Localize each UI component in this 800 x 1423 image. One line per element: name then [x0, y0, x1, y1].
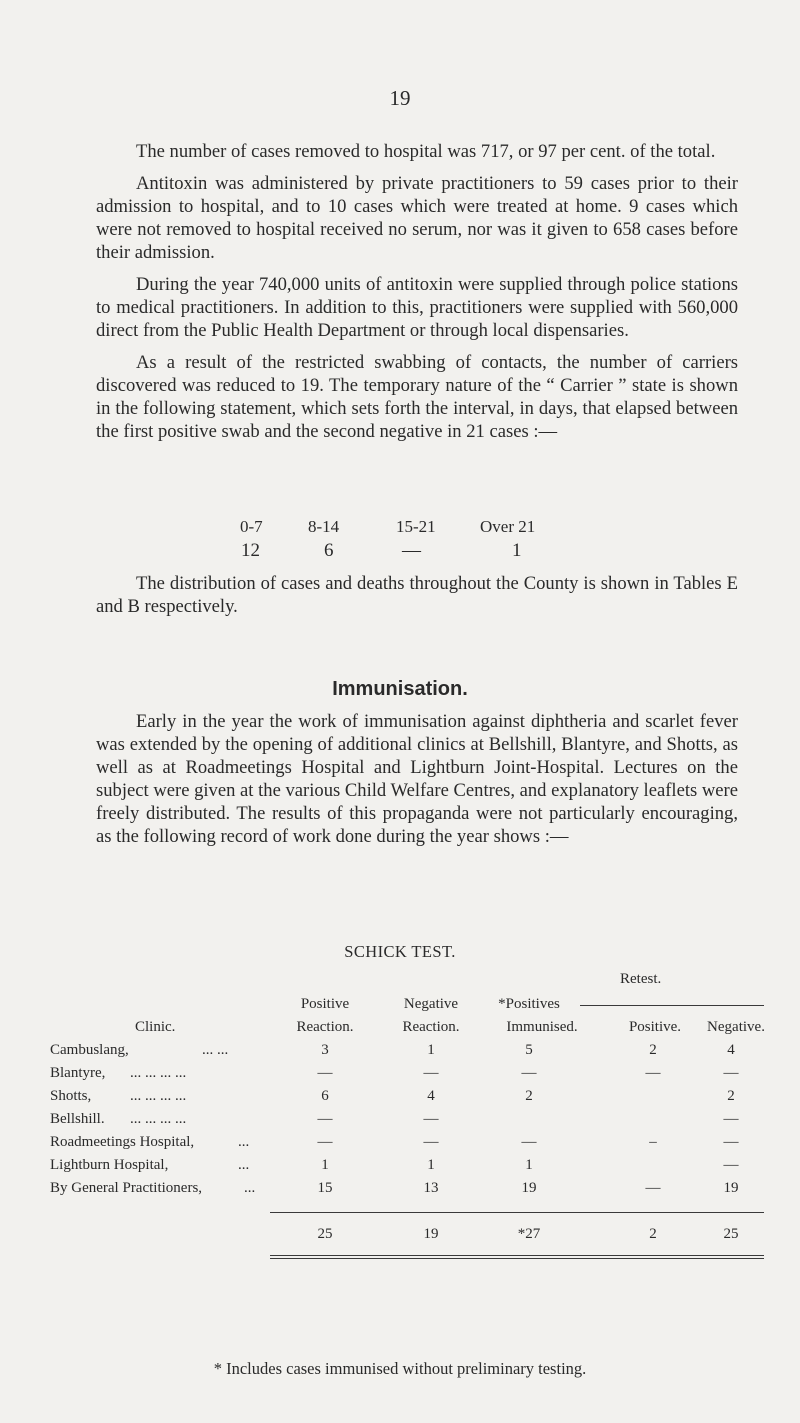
header-retest-negative: Negative.	[707, 1019, 765, 1035]
body-text-distribution	[96, 572, 738, 627]
row-retest-negative: 4	[727, 1042, 735, 1058]
row-clinic: Shotts,	[50, 1088, 92, 1104]
schick-table-title: SCHICK TEST.	[344, 942, 456, 961]
row-clinic: Cambuslang,	[50, 1042, 129, 1058]
interval-value: 6	[324, 540, 334, 561]
carrier-interval-table	[240, 517, 540, 563]
row-retest-positive: —	[645, 1180, 661, 1196]
totals-rule-top	[270, 1212, 764, 1213]
row-retest-positive: 2	[649, 1042, 657, 1058]
paragraph-immunisation: Early in the year the work of immunisation against diphtheria and scarlet fever was extended by the opening of additional clinics at Bellshill, Blantyre, and Shotts, as well as at Roadmeetings Hospital and Lightburn Joint-Hospital. Lectures on the subject were given at the various Child Welfare Centres, and explanatory leaflets were freely distributed. The results of this propaganda were not particularly encouraging, as the following record of work done during the year shows :—	[96, 711, 738, 847]
interval-value: 12	[241, 540, 260, 561]
row-retest-positive: —	[645, 1065, 661, 1081]
row-positive-reaction: —	[317, 1111, 333, 1127]
row-positive-reaction: 3	[321, 1042, 329, 1058]
section-heading-immunisation: Immunisation.	[332, 678, 468, 700]
interval-header-row	[240, 517, 540, 540]
header-positives-immunised-2: Immunised.	[506, 1019, 578, 1035]
header-clinic: Clinic.	[135, 1019, 176, 1035]
paragraph-hospital-removal: The number of cases removed to hospital was 717, or 97 per cent. of the total.	[136, 141, 716, 162]
footnote: * Includes cases immunised without preliminary testing.	[213, 1359, 587, 1378]
row-immunised: 5	[525, 1042, 533, 1058]
row-positive-reaction: 6	[321, 1088, 329, 1104]
row-negative-reaction: —	[423, 1134, 439, 1150]
row-retest-negative: —	[723, 1134, 739, 1150]
row-retest-negative: —	[723, 1157, 739, 1173]
body-text-intro	[96, 140, 738, 452]
header-negative-reaction: Negative	[403, 996, 459, 1012]
interval-header: 0-7	[240, 517, 263, 536]
interval-value-row	[240, 540, 540, 563]
row-negative-reaction: 1	[427, 1157, 435, 1173]
row-positive-reaction: 1	[321, 1157, 329, 1173]
row-retest-negative: 19	[723, 1180, 739, 1196]
interval-value: 1	[512, 540, 522, 561]
row-negative-reaction: 13	[423, 1180, 439, 1196]
row-leader-dots: ... ...	[202, 1042, 229, 1058]
row-leader-dots: ... ... ... ...	[130, 1088, 187, 1104]
interval-header: 8-14	[308, 517, 340, 536]
body-text-immunisation	[96, 710, 738, 857]
row-leader-dots: ...	[238, 1134, 250, 1150]
row-negative-reaction: —	[423, 1065, 439, 1081]
row-positive-reaction: —	[317, 1065, 333, 1081]
row-negative-reaction: 4	[427, 1088, 435, 1104]
totals-rule-bottom-2	[270, 1258, 764, 1259]
total-positive-reaction: 25	[317, 1226, 333, 1242]
paragraph-antitoxin-units: During the year 740,000 units of antitoxin were supplied through police stations to medical practitioners. In addition to this, practitioners were supplied with 560,000 direct from the Public Health Department or through local dispensaries.	[96, 274, 738, 341]
row-retest-negative: —	[723, 1065, 739, 1081]
row-negative-reaction: 1	[427, 1042, 435, 1058]
row-positive-reaction: —	[317, 1134, 333, 1150]
retest-rule	[580, 1005, 764, 1006]
total-retest-negative: 25	[723, 1226, 739, 1242]
interval-header: Over 21	[480, 517, 536, 536]
header-positive-reaction-2: Reaction.	[296, 1019, 354, 1035]
total-immunised: *27	[517, 1226, 541, 1242]
row-negative-reaction: —	[423, 1111, 439, 1127]
header-positives-immunised: *Positives	[498, 996, 560, 1012]
row-immunised: —	[521, 1134, 537, 1150]
paragraph-carriers: As a result of the restricted swabbing of contacts, the number of carriers discovered was reduced to 19. The temporary nature of the “ Carrier ” state is shown in the following statement, which sets forth the interval, in days, that elapsed between the first positive swab and the second negative in 21 cases :—	[96, 352, 738, 442]
row-leader-dots: ... ... ... ...	[130, 1065, 187, 1081]
row-clinic: Roadmeetings Hospital,	[50, 1134, 195, 1150]
row-immunised: 2	[525, 1088, 533, 1104]
row-immunised: —	[521, 1065, 537, 1081]
row-immunised: 19	[521, 1180, 537, 1196]
row-clinic: By General Practitioners,	[50, 1180, 203, 1196]
row-leader-dots: ... ... ... ...	[130, 1111, 187, 1127]
header-positive-reaction: Positive	[300, 996, 350, 1012]
page-number: 19	[389, 86, 411, 110]
header-retest-positive: Positive.	[628, 1019, 682, 1035]
row-leader-dots: ...	[244, 1180, 256, 1196]
paragraph-distribution: The distribution of cases and deaths throughout the County is shown in Tables E and B respectively.	[96, 573, 738, 617]
row-positive-reaction: 15	[317, 1180, 333, 1196]
row-clinic: Lightburn Hospital,	[50, 1157, 169, 1173]
total-negative-reaction: 19	[423, 1226, 439, 1242]
row-leader-dots: ...	[238, 1157, 250, 1173]
retest-label: Retest.	[620, 971, 662, 987]
row-retest-positive: –	[649, 1134, 657, 1150]
interval-header: 15-21	[396, 517, 436, 536]
paragraph-antitoxin-practitioners: Antitoxin was administered by private practitioners to 59 cases prior to their admission to hospital, and to 10 cases which were treated at home. 9 cases which were not removed to hospital received no serum, nor was it given to 658 cases before their admission.	[96, 173, 738, 263]
interval-value: —	[402, 540, 421, 561]
row-clinic: Bellshill.	[50, 1111, 105, 1127]
row-retest-negative: —	[723, 1111, 739, 1127]
row-immunised: 1	[525, 1157, 533, 1173]
header-negative-reaction-2: Reaction.	[402, 1019, 460, 1035]
totals-rule-bottom-1	[270, 1255, 764, 1256]
row-clinic: Blantyre,	[50, 1065, 106, 1081]
total-retest-positive: 2	[649, 1226, 657, 1242]
row-retest-negative: 2	[727, 1088, 735, 1104]
